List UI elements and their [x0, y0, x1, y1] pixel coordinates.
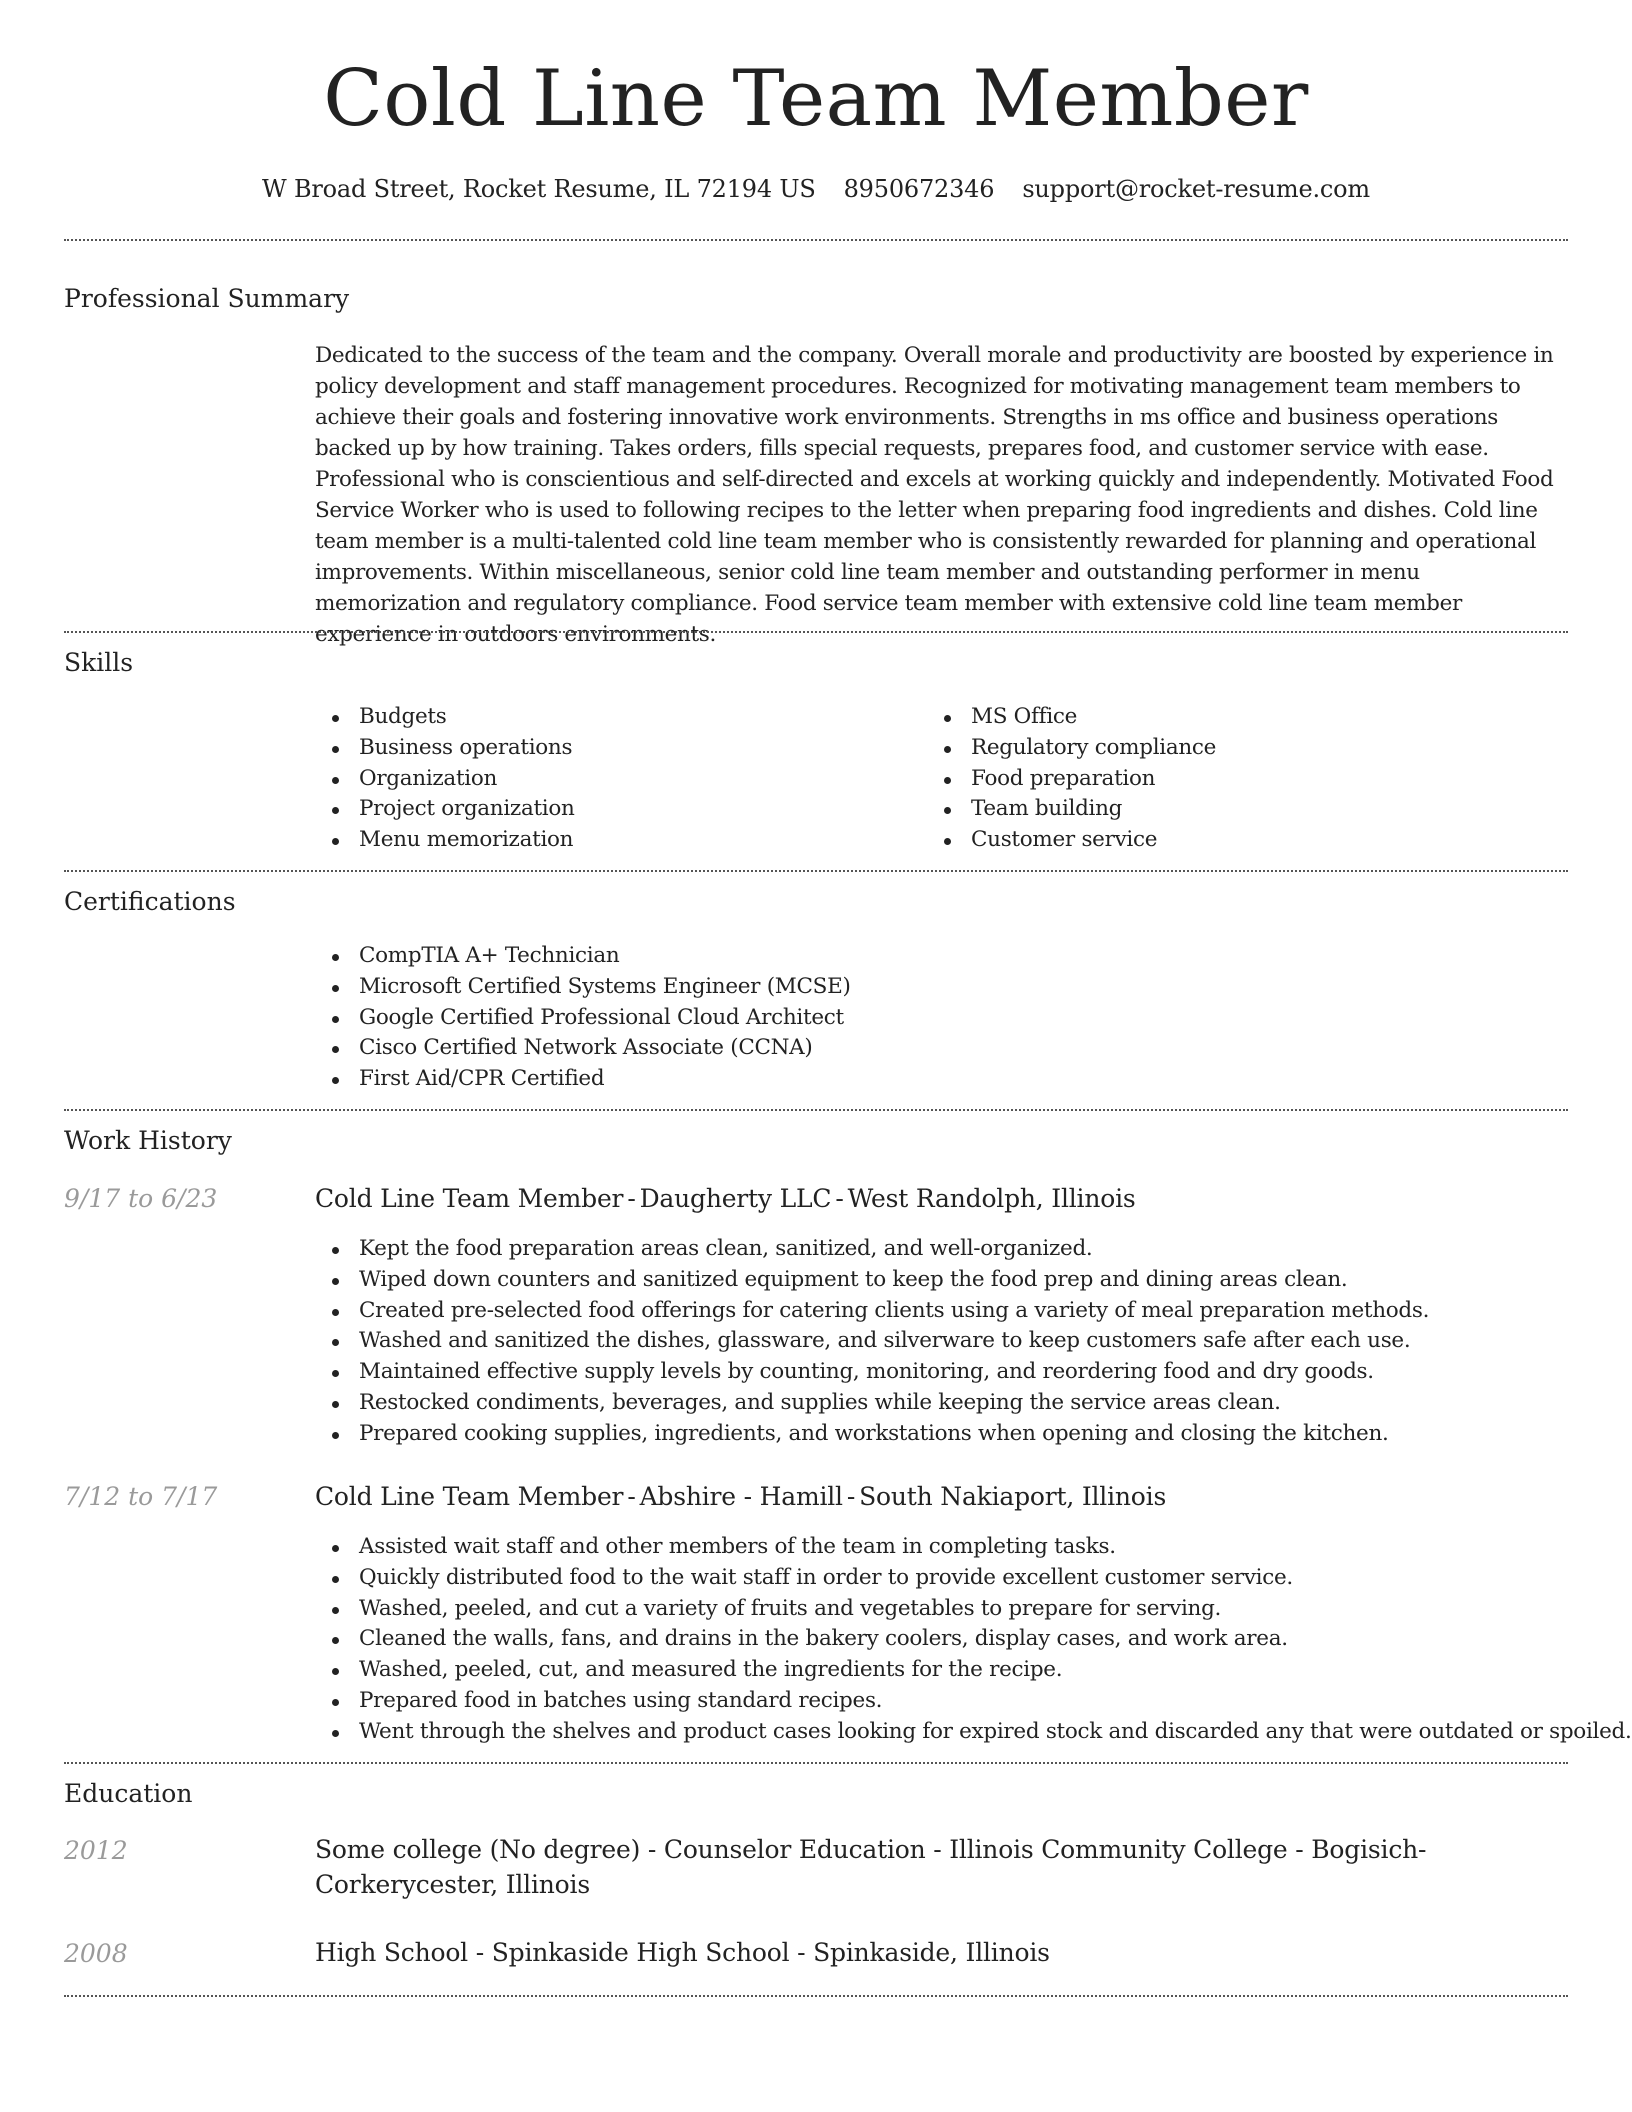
divider [64, 631, 1568, 633]
certification-item: Google Certified Professional Cloud Architect [315, 1003, 851, 1034]
job-bullet: Washed, peeled, and cut a variety of fruits and vegetables to prepare for serving. [315, 1594, 1632, 1625]
separator: - [627, 1482, 636, 1511]
job-bullet: Kept the food preparation areas clean, sanitized, and well-organized. [315, 1234, 1429, 1265]
job-bullet: Washed, peeled, cut, and measured the ingredients for the recipe. [315, 1655, 1632, 1686]
summary-text: Dedicated to the success of the team and the company. Overall morale and productivity are boosted by experience in policy development and staff management procedures. Recognized for motivating management team members to achieve their goals and fostering innovative work environments. Strengths in ms office and business operations backed up by how training. Takes orders, fills special requests, prepares food, and customer service with ease. Professional who is conscientious and self-directed and excels at working quickly and independently. Motivated Food Service Worker who is used to following recipes to the letter when preparing food ingredients and dishes. Cold line team member is a multi-talented cold line team member who is consistently rewarded for planning and operational improvements. Within miscellaneous, senior cold line team member and outstanding performer in menu memorization and regulatory compliance. Food service team member with extensive cold line team member experience in outdoors environments. [315, 343, 1554, 647]
skill-item: Menu memorization [315, 825, 575, 856]
contact-phone: 8950672346 [843, 175, 995, 203]
education-year: 2012 [64, 1836, 128, 1865]
certifications-heading: Certifications [64, 887, 236, 916]
skill-item: Project organization [315, 794, 575, 825]
separator: - [475, 1938, 484, 1967]
job-bullet: Assisted wait staff and other members of the team in completing tasks. [315, 1532, 1632, 1563]
contact-address: W Broad Street, Rocket Resume, IL 72194 US [262, 175, 816, 203]
certifications-list [315, 941, 851, 1095]
job-bullets [315, 1532, 1632, 1748]
resume-page [64, 0, 1632, 1968]
education-entry [315, 1935, 1568, 1970]
certification-item: Cisco Certified Network Associate (CCNA) [315, 1033, 851, 1064]
education-location: Bogisich-Corkerycester, Illinois [315, 1835, 1427, 1899]
job-bullet: Went through the shelves and product cases looking for expired stock and discarded any that were outdated or spoiled. [315, 1717, 1632, 1748]
job-title: Cold Line Team Member [315, 1482, 624, 1511]
separator: - [933, 1835, 942, 1864]
job-bullet: Prepared cooking supplies, ingredients, and workstations when opening and closing the kitchen. [315, 1419, 1429, 1450]
job-bullet: Wiped down counters and sanitized equipment to keep the food prep and dining areas clean. [315, 1265, 1429, 1296]
job-title: Cold Line Team Member [315, 1184, 624, 1213]
education-year: 2008 [64, 1939, 128, 1968]
job-company: Abshire - Hamill [639, 1482, 843, 1511]
education-field: Counselor Education [663, 1835, 926, 1864]
certification-item: CompTIA A+ Technician [315, 941, 851, 972]
skill-item: Regulatory compliance [927, 733, 1216, 764]
education-school: Spinkaside High School [491, 1938, 790, 1967]
contact-email: support@rocket-resume.com [1022, 175, 1370, 203]
certification-item: Microsoft Certified Systems Engineer (MCSE) [315, 972, 851, 1003]
skill-item: Food preparation [927, 764, 1216, 795]
job-bullets [315, 1234, 1429, 1450]
job-bullet: Restocked condiments, beverages, and supplies while keeping the service areas clean. [315, 1388, 1429, 1419]
resume-title: Cold Line Team Member [323, 54, 1309, 144]
job-bullet: Quickly distributed food to the wait staff in order to provide excellent customer service. [315, 1563, 1632, 1594]
separator: - [835, 1184, 844, 1213]
separator: - [627, 1184, 636, 1213]
work-history-heading: Work History [64, 1126, 232, 1155]
skill-item: Budgets [315, 702, 575, 733]
job-company: Daugherty LLC [639, 1184, 832, 1213]
divider [64, 239, 1568, 241]
skills-list-right [927, 702, 1216, 856]
job-heading [315, 1186, 1136, 1211]
education-location: Spinkaside, Illinois [813, 1938, 1050, 1967]
divider [64, 1995, 1568, 1997]
separator: - [846, 1482, 856, 1511]
separator: - [1295, 1835, 1304, 1864]
skill-item: Business operations [315, 733, 575, 764]
job-bullet: Created pre-selected food offerings for catering clients using a variety of meal preparation methods. [315, 1296, 1429, 1327]
skill-item: MS Office [927, 702, 1216, 733]
divider [64, 870, 1568, 872]
skills-list-left [315, 702, 575, 856]
skills-heading: Skills [64, 648, 134, 677]
skill-item: Team building [927, 794, 1216, 825]
certification-item: First Aid/CPR Certified [315, 1064, 851, 1095]
education-degree: Some college (No degree) [315, 1835, 641, 1864]
separator: - [647, 1835, 657, 1864]
job-bullet: Washed and sanitized the dishes, glassware, and silverware to keep customers safe after each use. [315, 1326, 1429, 1357]
job-heading [315, 1484, 1166, 1509]
divider [64, 1762, 1568, 1764]
job-dates: 7/12 to 7/17 [64, 1482, 218, 1511]
job-dates: 9/17 to 6/23 [64, 1184, 218, 1213]
separator: - [797, 1938, 806, 1967]
skill-item: Customer service [927, 825, 1216, 856]
education-degree: High School [315, 1938, 468, 1967]
education-school: Illinois Community College [949, 1835, 1288, 1864]
summary-heading: Professional Summary [64, 284, 350, 313]
skill-item: Organization [315, 764, 575, 795]
contact-info [64, 177, 1568, 203]
job-location: West Randolph, Illinois [847, 1184, 1136, 1213]
job-bullet: Cleaned the walls, fans, and drains in the bakery coolers, display cases, and work area. [315, 1624, 1632, 1655]
job-bullet: Maintained effective supply levels by counting, monitoring, and reordering food and dry goods. [315, 1357, 1429, 1388]
education-entry [315, 1832, 1568, 1902]
job-location: South Nakiaport, Illinois [859, 1482, 1167, 1511]
divider [64, 1109, 1568, 1111]
education-heading: Education [64, 1779, 193, 1808]
job-bullet: Prepared food in batches using standard recipes. [315, 1686, 1632, 1717]
